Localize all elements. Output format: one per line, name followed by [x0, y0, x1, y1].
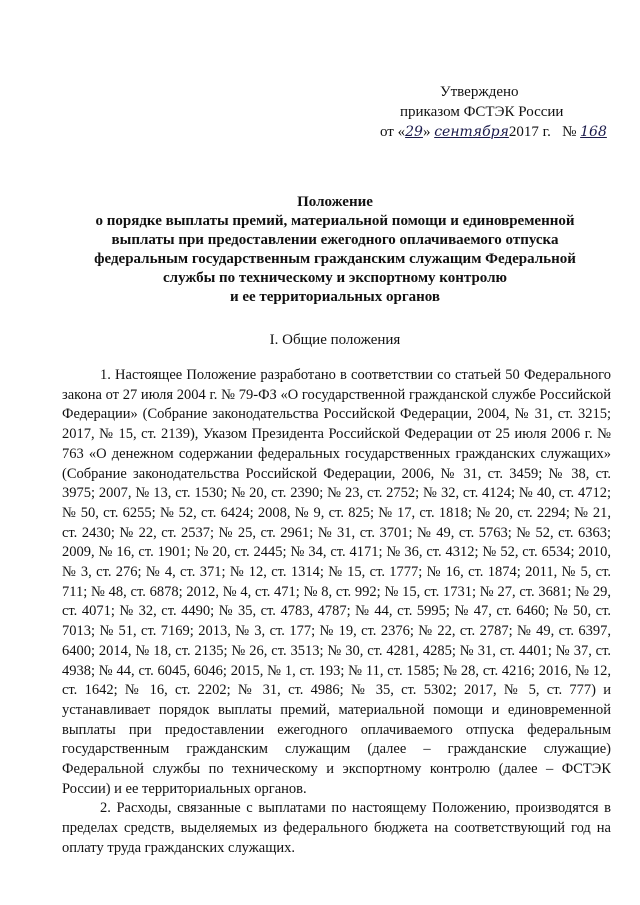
title-line: и ее территориальных органов [229, 289, 441, 305]
title-line: Положение [297, 194, 373, 210]
title-line: о порядке выплаты премий, материальной помощи и единовременной [95, 213, 575, 229]
title-line: службы по техническому и экспортному контролю [163, 270, 507, 286]
handwritten-number: 168 [580, 124, 607, 140]
approval-stamp [380, 82, 610, 142]
paragraph-2: 2. Расходы, связанные с выплатами по настоящему Положению, производятся в пределах средств, выделяемых из федерального бюджета на соответствующий год на оплату труда гражданских служащих. [62, 800, 611, 856]
handwritten-day: 29 [405, 124, 423, 140]
date-mid: » [422, 124, 431, 140]
number-label: № [562, 124, 577, 140]
date-year: 2017 г. [508, 124, 551, 140]
document-body [62, 366, 611, 859]
section-heading: I. Общие положения [269, 332, 401, 348]
paragraph-1: 1. Настоящее Положение разработано в соответствии со статьей 50 Федерального закона от 27 июля 2004 г. № 79-ФЗ «О государственной гражданской службе Российской Федерации» (Собрание законодательства Российской Федерации, 2004, № 31, ст. 3215; 2017, № 15, ст. 2139), Указом Президента Российской Федерации от 25 июля 2006 г. № 763 «О денежном содержании федеральных государственных гражданских служащих» (Собрание законодательства Российской Федерации, 2006, № 31, ст. 3459; № 38, ст. 3975; 2007, № 13, ст. 1530; № 20, ст. 2390; № 23, ст. 2752; № 32, ст. 4124; № 40, ст. 4712; № 50, ст. 6255; № 52, ст. 6424; 2008, № 9, ст. 825; № 17, ст. 1818; № 20, ст. 2294; № 21, ст. 2430; № 22, ст. 2537; № 25, ст. 2961; № 31, ст. 3701; № 49, ст. 5763; № 52, ст. 6363; 2009, № 16, ст. 1901; № 20, ст. 2445; № 34, ст. 4171; № 36, ст. 4312; № 52, ст. 6534; 2010, № 3, ст. 276; № 4, ст. 371; № 12, ст. 1314; № 15, ст. 1777; № 16, ст. 1874; 2011, № 5, ст. 711; № 48, ст. 6878; 2012, № 4, ст. 471; № 8, ст. 992; № 15, ст. 1731; № 27, ст. 3681; № 29, ст. 4071; № 32, ст. 4490; № 35, ст. 4783, 4787; № 44, ст. 5995; № 47, ст. 6460; № 50, ст. 7013; № 51, ст. 7169; 2013, № 3, ст. 177; № 19, ст. 2376; № 22, ст. 2787; № 49, ст. 6397, 6400; 2014, № 18, ст. 2135; № 26, ст. 3513; № 30, ст. 4281, 4285; № 31, ст. 4401; № 37, ст. 4938; № 44, ст. 6045, 6046; 2015, № 1, ст. 193; № 11, ст. 1585; № 28, ст. 4216; 2016, № 12, ст. 1642; № 16, ст. 2202; № 31, ст. 4986; № 35, ст. 5302; 2017, № 5, ст. 777) и устанавливает порядок выплаты премий, материальной помощи и единовременной выплаты при предоставлении ежегодного оплачиваемого отпуска федеральным государственным гражданским служащим (далее – гражданские служащие) Федеральной службы по техническому и экспортному контролю (далее – ФСТЭК России) и ее территориальных органов. [62, 367, 611, 797]
date-prefix: от « [380, 124, 406, 140]
approval-line2: приказом ФСТЭК России [400, 104, 564, 120]
approval-date-line [380, 122, 610, 142]
title-line: федеральным государственным гражданским служащим Федеральной [94, 251, 576, 267]
approval-line1: Утверждено [440, 84, 519, 100]
title-line: выплаты при предоставлении ежегодного оплачиваемого отпуска [111, 232, 559, 248]
handwritten-month: сентября [434, 124, 509, 140]
document-title [60, 193, 610, 307]
